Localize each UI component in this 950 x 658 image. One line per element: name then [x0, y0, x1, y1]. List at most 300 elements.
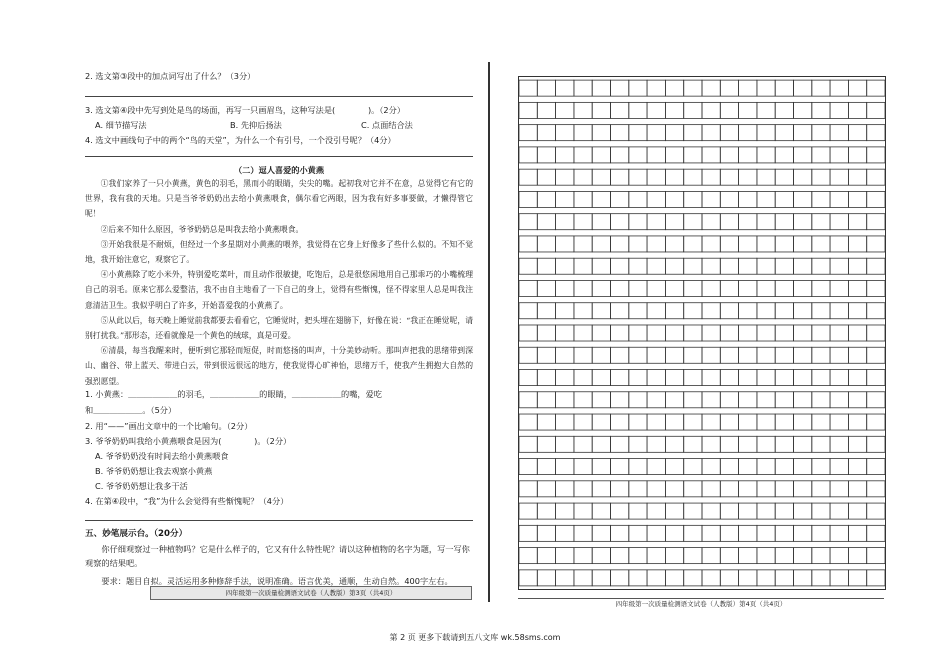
grid-cell [720, 414, 738, 430]
grid-cell [867, 525, 885, 541]
grid-cell [556, 481, 574, 497]
grid-cell [757, 570, 775, 586]
grid-cell [775, 125, 793, 141]
grid-cell [739, 436, 757, 452]
grid-cell [812, 236, 830, 252]
grid-cell [684, 280, 702, 296]
grid-cell [574, 370, 592, 386]
grid-cell [647, 258, 665, 274]
grid-cell [574, 102, 592, 118]
grid-cell [739, 503, 757, 519]
grid-cell [665, 347, 683, 363]
paragraph-6: ⑥清晨，每当我醒来时，便听到它那轻而短促，时而悠扬的叫声，十分美妙动听。那叫声把我的思绪带到深山、幽谷、带上蓝天、带进白云，带到很远很远的地方，使我觉得心旷神怡，思绪万千，使我产生拥抱大自然的强烈愿望。 [85, 346, 473, 386]
grid-cell [830, 280, 848, 296]
grid-cell [574, 548, 592, 564]
grid-cell [519, 280, 537, 296]
grid-cell [830, 392, 848, 408]
grid-cell [592, 303, 610, 319]
grid-cell [556, 102, 574, 118]
grid-cell [867, 548, 885, 564]
grid-cell [757, 147, 775, 163]
grid-cell [739, 80, 757, 96]
grid-cell [537, 169, 555, 185]
grid-cell [574, 459, 592, 475]
grid-cell [647, 392, 665, 408]
grid-cell [757, 125, 775, 141]
grid-cell [684, 125, 702, 141]
grid-cell [757, 191, 775, 207]
grid-cell [794, 370, 812, 386]
grid-cell [757, 347, 775, 363]
q3-option-c: C. 点面结合法 [361, 120, 413, 130]
grid-cell [519, 548, 537, 564]
grid-cell [519, 147, 537, 163]
grid-cell [757, 80, 775, 96]
grid-cell [812, 548, 830, 564]
grid-cell [537, 258, 555, 274]
paragraph-2: ②后来不知什么原因，爷爷奶奶总是叫我去给小黄燕喂食。 [100, 224, 304, 234]
grid-cell [848, 325, 866, 341]
grid-cell [592, 191, 610, 207]
grid-cell [556, 191, 574, 207]
grid-cell [592, 125, 610, 141]
grid-cell [775, 102, 793, 118]
grid-cell [794, 258, 812, 274]
grid-cell [611, 570, 629, 586]
grid-cell [775, 548, 793, 564]
grid-cell [867, 347, 885, 363]
grid-cell [757, 236, 775, 252]
grid-cell [556, 236, 574, 252]
grid-cell [867, 102, 885, 118]
grid-cell [757, 325, 775, 341]
grid-cell [757, 525, 775, 541]
grid-cell [519, 481, 537, 497]
grid-cell [830, 525, 848, 541]
grid-cell [720, 459, 738, 475]
grid-cell [684, 459, 702, 475]
grid-cell [830, 459, 848, 475]
grid-cell [739, 236, 757, 252]
grid-cell [537, 147, 555, 163]
grid-cell [812, 280, 830, 296]
grid-cell [775, 169, 793, 185]
grid-cell [647, 436, 665, 452]
grid-cell [720, 102, 738, 118]
grid-cell [848, 481, 866, 497]
grid-cell [519, 392, 537, 408]
grid-cell [537, 459, 555, 475]
prompt-text: 你仔细观察过一种植物吗？它是什么样子的，它又有什么特性呢？请以这种植物的名字为题，写一写你观察的结果吧。 [85, 544, 470, 568]
grid-cell [556, 125, 574, 141]
grid-cell [830, 414, 848, 430]
grid-cell [867, 370, 885, 386]
grid-cell [848, 147, 866, 163]
grid-cell [556, 459, 574, 475]
grid-cell [720, 191, 738, 207]
grid-cell [537, 570, 555, 586]
grid-cell [592, 392, 610, 408]
grid-cell [574, 258, 592, 274]
grid-cell [775, 347, 793, 363]
grid-cell [775, 436, 793, 452]
grid-cell [757, 214, 775, 230]
grid-cell [775, 570, 793, 586]
grid-cell [775, 392, 793, 408]
page-footer: 四年级第一次质量检测语文试卷（人教版）第3页（共4页） [150, 586, 472, 600]
grid-cell [537, 436, 555, 452]
grid-cell [794, 436, 812, 452]
grid-cell [739, 525, 757, 541]
grid-cell [556, 525, 574, 541]
grid-cell [739, 370, 757, 386]
grid-cell [574, 347, 592, 363]
grid-cell [665, 303, 683, 319]
grid-cell [757, 481, 775, 497]
grid-cell [665, 125, 683, 141]
grid-cell [519, 459, 537, 475]
grid-cell [848, 347, 866, 363]
question-2: 2. 选文第③段中的加点词写出了什么？（3分） [85, 71, 256, 81]
grid-cell [867, 325, 885, 341]
grid-cell [647, 169, 665, 185]
grid-cell [665, 481, 683, 497]
grid-cell [684, 436, 702, 452]
grid-cell [519, 80, 537, 96]
grid-cell [611, 147, 629, 163]
grid-cell [794, 102, 812, 118]
grid-cell [629, 325, 647, 341]
grid-cell [574, 392, 592, 408]
grid-cell [611, 325, 629, 341]
grid-cell [867, 169, 885, 185]
passage [85, 176, 473, 389]
grid-cell [665, 214, 683, 230]
grid-cell [592, 325, 610, 341]
grid-cell [592, 459, 610, 475]
grid-cell [574, 147, 592, 163]
grid-cell [574, 80, 592, 96]
fill3-option-b: B. 爷爷奶奶想让我去观察小黄燕 [95, 466, 213, 476]
left-page [85, 58, 475, 606]
grid-cell [775, 280, 793, 296]
grid-cell [684, 102, 702, 118]
grid-cell [629, 525, 647, 541]
answer-line [85, 96, 473, 97]
grid-cell [794, 125, 812, 141]
grid-cell [775, 147, 793, 163]
grid-cell [665, 548, 683, 564]
grid-cell [812, 392, 830, 408]
grid-cell [867, 280, 885, 296]
grid-cell [867, 436, 885, 452]
grid-cell [665, 503, 683, 519]
grid-cell [647, 347, 665, 363]
grid-cell [812, 503, 830, 519]
grid-cell [739, 169, 757, 185]
grid-cell [848, 459, 866, 475]
grid-cell [574, 481, 592, 497]
grid-cell [611, 525, 629, 541]
grid-cell [611, 214, 629, 230]
grid-cell [647, 280, 665, 296]
grid-cell [830, 436, 848, 452]
grid-cell [611, 169, 629, 185]
grid-cell [757, 503, 775, 519]
grid-cell [812, 191, 830, 207]
grid-cell [556, 303, 574, 319]
grid-cell [665, 236, 683, 252]
fill-question-1b: 和＿＿＿＿＿＿。（5分） [85, 405, 177, 415]
writing-prompt [85, 542, 473, 588]
grid-cell [794, 481, 812, 497]
grid-cell [611, 503, 629, 519]
grid-cell [775, 325, 793, 341]
grid-cell [556, 436, 574, 452]
grid-cell [702, 125, 720, 141]
grid-cell [611, 280, 629, 296]
grid-cell [867, 481, 885, 497]
grid-cell [775, 258, 793, 274]
passage-title: （二）逗人喜爱的小黄燕 [233, 165, 325, 175]
grid-cell [848, 102, 866, 118]
grid-cell [739, 347, 757, 363]
grid-cell [830, 503, 848, 519]
grid-cell [574, 303, 592, 319]
grid-cell [720, 570, 738, 586]
grid-cell [537, 191, 555, 207]
grid-cell [647, 303, 665, 319]
grid-cell [611, 459, 629, 475]
grid-cell [665, 570, 683, 586]
grid-cell [812, 147, 830, 163]
grid-cell [574, 436, 592, 452]
grid-cell [739, 303, 757, 319]
grid-cell [684, 370, 702, 386]
grid-cell [812, 80, 830, 96]
grid-cell [537, 214, 555, 230]
grid-cell [848, 169, 866, 185]
grid-cell [702, 503, 720, 519]
grid-cell [775, 481, 793, 497]
grid-cell [537, 303, 555, 319]
grid-cell [629, 280, 647, 296]
grid-cell [739, 548, 757, 564]
fill-question-4: 4. 在第④段中，“我”为什么会觉得有些惭愧呢？（4分） [85, 496, 289, 506]
grid-cell [556, 392, 574, 408]
grid-cell [867, 258, 885, 274]
grid-cell [684, 481, 702, 497]
grid-cell [647, 80, 665, 96]
grid-cell [574, 503, 592, 519]
grid-cell [848, 125, 866, 141]
grid-cell [556, 214, 574, 230]
fill3-option-a: A. 爷爷奶奶没有时间去给小黄燕喂食 [95, 451, 229, 461]
grid-cell [702, 191, 720, 207]
grid-cell [611, 191, 629, 207]
grid-cell [665, 258, 683, 274]
grid-cell [611, 303, 629, 319]
grid-cell [519, 570, 537, 586]
grid-cell [757, 280, 775, 296]
grid-cell [665, 191, 683, 207]
grid-cell [519, 414, 537, 430]
grid-cell [794, 503, 812, 519]
grid-cell [537, 392, 555, 408]
grid-cell [611, 370, 629, 386]
grid-cell [867, 80, 885, 96]
grid-cell [574, 125, 592, 141]
grid-cell [775, 503, 793, 519]
grid-cell [739, 459, 757, 475]
grid-cell [757, 370, 775, 386]
grid-cell [592, 347, 610, 363]
grid-cell [720, 392, 738, 408]
grid-cell [684, 392, 702, 408]
grid-cell [647, 325, 665, 341]
grid-cell [830, 481, 848, 497]
grid-cell [574, 525, 592, 541]
grid-cell [665, 325, 683, 341]
grid-cell [739, 125, 757, 141]
grid-cell [720, 347, 738, 363]
grid-cell [867, 236, 885, 252]
grid-cell [592, 436, 610, 452]
grid-cell [556, 570, 574, 586]
grid-cell [684, 191, 702, 207]
grid-cell [647, 370, 665, 386]
grid-cell [519, 125, 537, 141]
grid-cell [702, 236, 720, 252]
grid-cell [592, 80, 610, 96]
grid-cell [665, 436, 683, 452]
grid-cell [592, 570, 610, 586]
paragraph-1: ①我们家养了一只小黄燕，黄色的羽毛，黑而小的眼睛，尖尖的嘴。起初我对它并不在意，总觉得它有它的世界，我有我的天地。只是当爷爷奶奶出去给小黄燕喂食，偶尔看它两眼，因为我有好多事要做，才懒得管它呢！ [85, 179, 473, 219]
grid-cell [574, 570, 592, 586]
grid-cell [519, 191, 537, 207]
grid-cell [720, 436, 738, 452]
grid-cell [702, 548, 720, 564]
grid-cell [794, 303, 812, 319]
grid-cell [592, 414, 610, 430]
grid-cell [812, 258, 830, 274]
grid-cell [665, 414, 683, 430]
grid-cell [702, 392, 720, 408]
grid-cell [830, 80, 848, 96]
paragraph-4: ④小黄燕除了吃小米外，特别爱吃菜叶，而且动作很敏捷，吃饱后，总是很悠闲地用自己那乖巧的小嘴梳理自己的羽毛。原来它那么爱整洁，我不由自主地看了一下自己的身上，觉得有些惭愧，怪不得家里人总是叫我注意清洁卫生。我似乎明白了许多，开始喜爱我的小黄燕了。 [85, 270, 473, 310]
grid-cell [592, 548, 610, 564]
grid-cell [702, 102, 720, 118]
grid-cell [867, 125, 885, 141]
grid-cell [629, 370, 647, 386]
grid-cell [702, 370, 720, 386]
grid-cell [794, 147, 812, 163]
q3-option-b: B. 先抑后扬法 [230, 120, 282, 130]
grid-cell [702, 347, 720, 363]
grid-cell [794, 80, 812, 96]
grid-cell [629, 169, 647, 185]
grid-cell [574, 214, 592, 230]
grid-cell [812, 370, 830, 386]
grid-cell [665, 459, 683, 475]
grid-cell [629, 214, 647, 230]
grid-cell [757, 258, 775, 274]
grid-cell [684, 548, 702, 564]
requirement-text: 要求：题目自拟。灵活运用多种修辞手法，说明准确。语言优美，通顺，生动自然。400字左右。 [101, 576, 453, 586]
grid-cell [848, 236, 866, 252]
grid-cell [812, 169, 830, 185]
grid-cell [812, 125, 830, 141]
grid-cell [647, 125, 665, 141]
grid-cell [665, 392, 683, 408]
grid-cell [519, 169, 537, 185]
grid-cell [629, 80, 647, 96]
grid-cell [611, 125, 629, 141]
grid-cell [519, 214, 537, 230]
grid-cell [519, 347, 537, 363]
grid-cell [702, 303, 720, 319]
answer-line [85, 520, 473, 521]
grid-cell [702, 570, 720, 586]
grid-cell [537, 80, 555, 96]
grid-cell [629, 436, 647, 452]
grid-cell [629, 102, 647, 118]
grid-cell [867, 147, 885, 163]
grid-cell [537, 347, 555, 363]
grid-cell [574, 414, 592, 430]
grid-cell [537, 370, 555, 386]
grid-cell [537, 125, 555, 141]
grid-cell [830, 236, 848, 252]
fill-question-3: 3. 爷爷奶奶叫我给小黄燕喂食是因为( )。（2分） [85, 436, 292, 446]
answer-line [85, 156, 473, 157]
grid-cell [519, 525, 537, 541]
grid-cell [757, 548, 775, 564]
grid-cell [812, 347, 830, 363]
grid-cell [665, 147, 683, 163]
grid-cell [592, 102, 610, 118]
grid-cell [629, 459, 647, 475]
grid-cell [739, 280, 757, 296]
grid-cell [720, 503, 738, 519]
grid-cell [684, 214, 702, 230]
question-4: 4. 选文中画线句子中的两个“鸟的天堂”，为什么一个有引号，一个没引号呢？（4分） [85, 135, 396, 145]
grid-cell [702, 325, 720, 341]
grid-cell [830, 325, 848, 341]
grid-cell [537, 548, 555, 564]
grid-cell [848, 258, 866, 274]
grid-cell [830, 169, 848, 185]
grid-cell [556, 548, 574, 564]
grid-cell [830, 570, 848, 586]
grid-cell [848, 191, 866, 207]
grid-cell [592, 481, 610, 497]
grid-cell [556, 280, 574, 296]
grid-cell [720, 548, 738, 564]
grid-cell [775, 214, 793, 230]
grid-cell [830, 548, 848, 564]
grid-cell [556, 147, 574, 163]
grid-cell [794, 525, 812, 541]
grid-cell [775, 80, 793, 96]
grid-cell [537, 325, 555, 341]
grid-cell [739, 392, 757, 408]
grid-cell [812, 570, 830, 586]
grid-cell [702, 525, 720, 541]
grid-cell [739, 414, 757, 430]
grid-cell [519, 236, 537, 252]
grid-cell [519, 325, 537, 341]
